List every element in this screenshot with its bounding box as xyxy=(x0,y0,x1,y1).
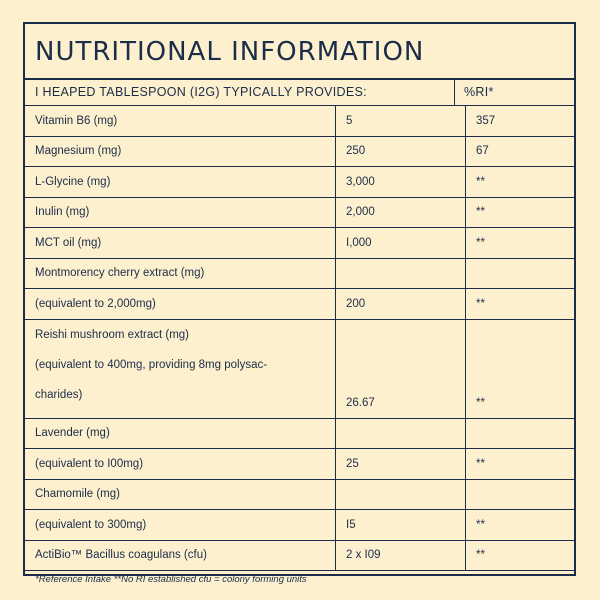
nutrient-ri xyxy=(466,418,575,449)
nutrient-amount: I,000 xyxy=(336,228,466,259)
nutrient-amount: 2 x I09 xyxy=(336,540,466,571)
nutrient-ri: ** xyxy=(466,319,575,418)
table-row xyxy=(25,167,574,198)
nutrient-name-line: charides) xyxy=(35,388,83,401)
nutrient-amount: 26.67 xyxy=(336,319,466,418)
nutrient-name: (equivalent to 300mg) xyxy=(25,510,336,541)
nutrient-ri: ** xyxy=(466,540,575,571)
nutrient-amount xyxy=(336,258,466,289)
table-row xyxy=(25,510,574,541)
table-row xyxy=(25,228,574,259)
nutrient-ri: ** xyxy=(466,197,575,228)
nutrient-name: MCT oil (mg) xyxy=(25,228,336,259)
table-row xyxy=(25,449,574,480)
nutrient-amount: 250 xyxy=(336,136,466,167)
nutrient-amount: 3,000 xyxy=(336,167,466,198)
page-title: NUTRITIONAL INFORMATION xyxy=(25,24,574,80)
nutrient-name: Montmorency cherry extract (mg) xyxy=(25,258,336,289)
footnote: *Reference Intake **No RI established cfu = colony forming units xyxy=(35,574,307,585)
nutrient-name: Vitamin B6 (mg) xyxy=(25,106,336,136)
table-row xyxy=(25,479,574,510)
nutrient-amount xyxy=(336,479,466,510)
table-row xyxy=(25,418,574,449)
nutrient-amount: 2,000 xyxy=(336,197,466,228)
nutrient-name: Lavender (mg) xyxy=(25,418,336,449)
table-row xyxy=(25,106,574,136)
nutrient-name: Chamomile (mg) xyxy=(25,479,336,510)
nutrient-name: L-Glycine (mg) xyxy=(25,167,336,198)
table-row xyxy=(25,289,574,320)
table-row xyxy=(25,319,574,418)
nutrient-amount: 25 xyxy=(336,449,466,480)
nutrient-ri: 357 xyxy=(466,106,575,136)
nutrition-table xyxy=(25,106,574,571)
nutrient-ri xyxy=(466,479,575,510)
table-row xyxy=(25,197,574,228)
nutrient-amount xyxy=(336,418,466,449)
nutrient-name: (equivalent to 2,000mg) xyxy=(25,289,336,320)
nutrition-panel xyxy=(23,22,576,585)
table-row xyxy=(25,540,574,571)
nutrient-name: ActiBio™ Bacillus coagulans (cfu) xyxy=(25,540,336,571)
nutrient-name: Magnesium (mg) xyxy=(25,136,336,167)
nutrient-name xyxy=(25,319,336,418)
ri-header: %RI* xyxy=(464,85,494,99)
nutrient-ri: ** xyxy=(466,228,575,259)
serving-header: I HEAPED TABLESPOON (I2G) TYPICALLY PROVIDES: xyxy=(25,80,455,105)
nutrient-amount: 5 xyxy=(336,106,466,136)
nutrient-name-line: Reishi mushroom extract (mg) xyxy=(35,328,190,341)
nutrient-amount: 200 xyxy=(336,289,466,320)
nutrient-name: Inulin (mg) xyxy=(25,197,336,228)
nutrient-ri: ** xyxy=(466,289,575,320)
nutrient-name: (equivalent to I00mg) xyxy=(25,449,336,480)
table-header xyxy=(25,80,574,106)
nutrient-ri: ** xyxy=(466,449,575,480)
nutrient-name-line: (equivalent to 400mg, providing 8mg polysac- xyxy=(35,358,268,371)
table-row xyxy=(25,258,574,289)
nutrient-ri xyxy=(466,258,575,289)
nutrient-ri: ** xyxy=(466,510,575,541)
table-row xyxy=(25,136,574,167)
nutrient-ri: ** xyxy=(466,167,575,198)
nutrient-ri: 67 xyxy=(466,136,575,167)
nutrient-amount: I5 xyxy=(336,510,466,541)
